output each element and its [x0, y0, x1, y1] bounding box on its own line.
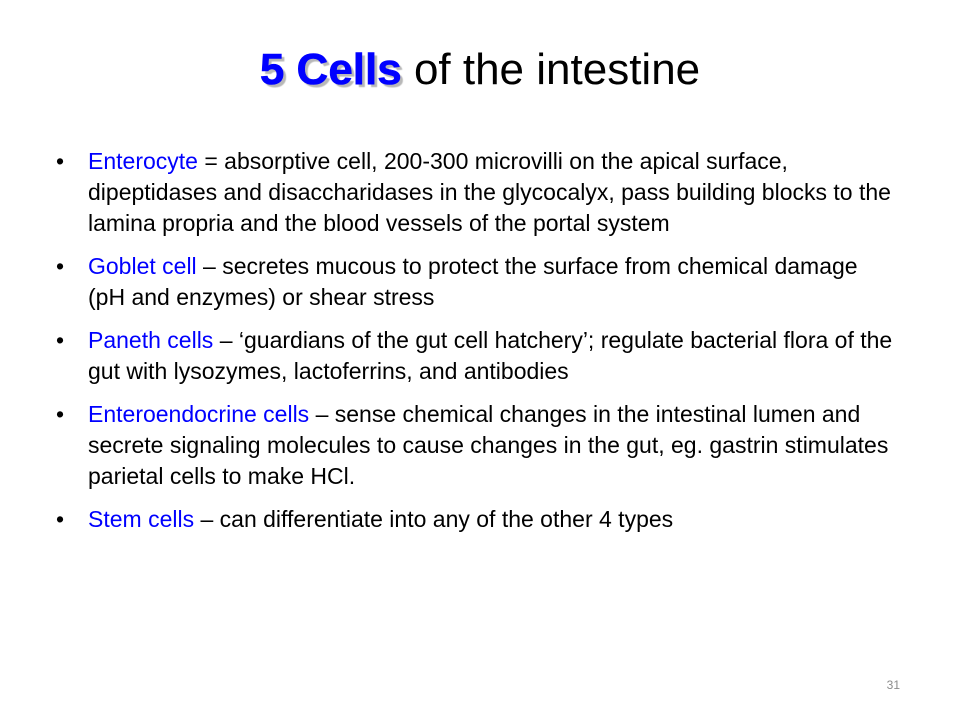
bullet-dot-icon: • [55, 253, 65, 279]
bullet-text: – secretes mucous to protect the surface from chemical damage (pH and enzymes) or shear stress [88, 253, 858, 310]
bullet-item-enterocyte [48, 146, 898, 239]
bullet-item-enteroendocrine-cells [48, 399, 898, 492]
slide-title [0, 38, 960, 102]
bullet-dot-icon: • [55, 148, 65, 174]
bullet-item-stem-cells [48, 504, 898, 535]
bullet-text: = absorptive cell, 200-300 microvilli on the apical surface, dipeptidases and disaccharidases in the glycocalyx, pass building blocks to the lamina propria and the blood vessels of the portal system [88, 148, 891, 236]
bullet-term: Enteroendocrine cells [88, 401, 310, 427]
bullet-dot-icon: • [55, 327, 65, 353]
bullet-item-goblet-cell [48, 251, 898, 313]
bullet-term: Stem cells [88, 506, 195, 532]
bullet-dot-icon: • [55, 401, 65, 427]
title-rest-text: of the intestine [401, 45, 701, 94]
page-number: 31 [886, 678, 900, 692]
bullet-term: Enterocyte [88, 148, 198, 174]
bullet-term: Paneth cells [88, 327, 214, 353]
bullet-dot-icon: • [55, 506, 65, 532]
bullet-term: Goblet cell [88, 253, 197, 279]
bullet-list [48, 146, 898, 547]
bullet-text: – sense chemical changes in the intestinal lumen and secrete signaling molecules to cause changes in the gut, eg. gastrin stimulates parietal cells to make HCl. [88, 401, 889, 489]
title-accent-text: 5 Cells [259, 45, 402, 94]
bullet-text: – ‘guardians of the gut cell hatchery’; regulate bacterial flora of the gut with lysozymes, lactoferrins, and antibodies [88, 327, 893, 384]
bullet-item-paneth-cells [48, 325, 898, 387]
bullet-text: – can differentiate into any of the other 4 types [194, 506, 674, 532]
